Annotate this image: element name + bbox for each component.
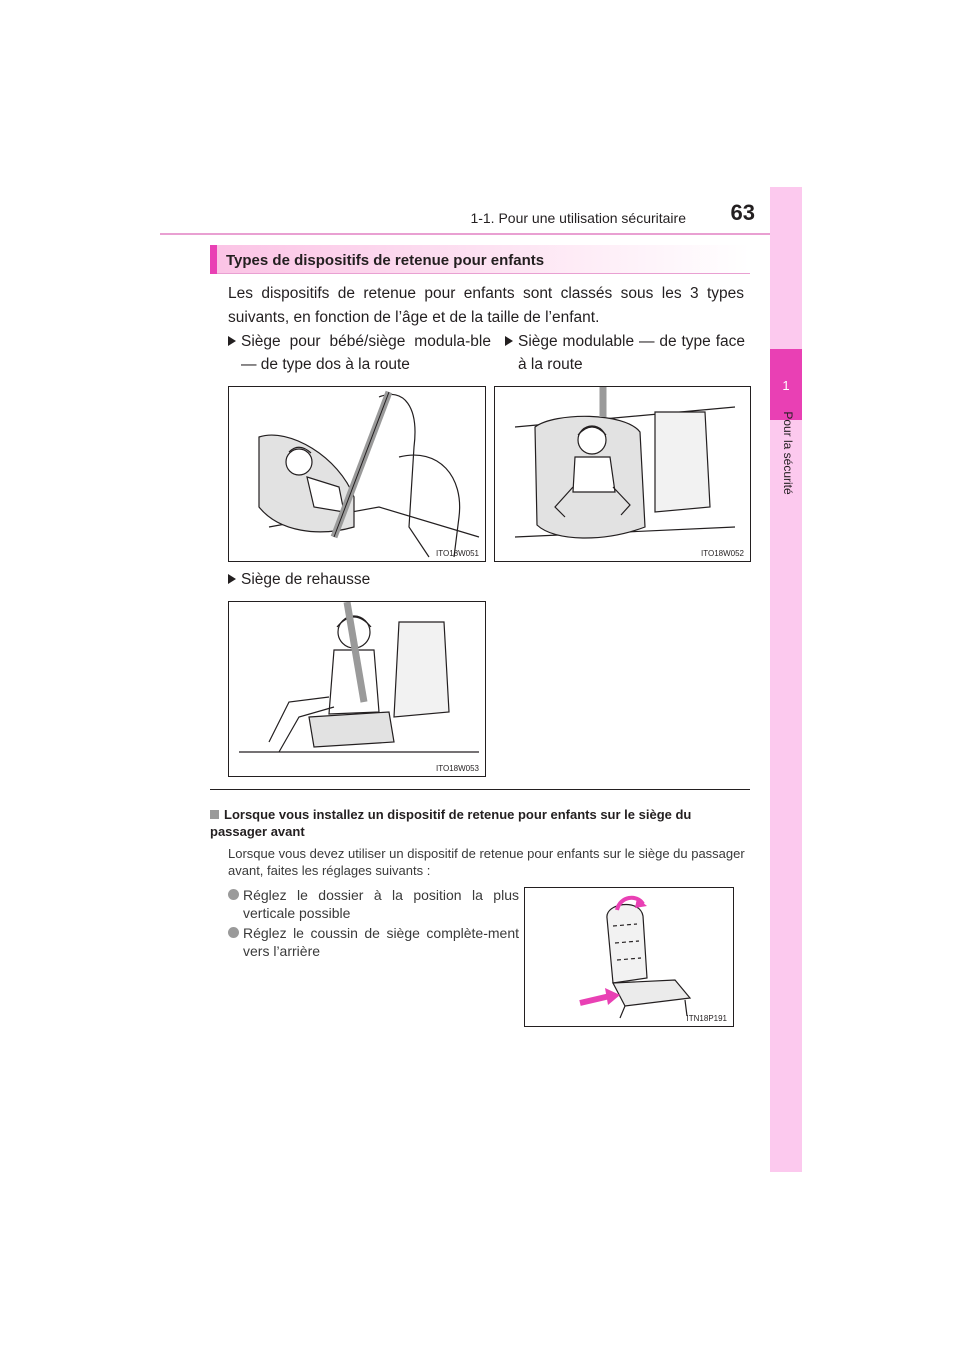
figure-code: ITO18W053	[436, 764, 479, 773]
figure-code: ITO18W052	[701, 549, 744, 558]
page-number: 63	[730, 200, 755, 225]
front-seat-note-title	[210, 806, 750, 840]
chapter-label: Pour la sécurité	[781, 411, 795, 495]
option-label: Siège modulable — de type face à la route	[518, 333, 745, 373]
section-separator	[210, 789, 750, 790]
arrow-bullet-icon	[228, 574, 236, 584]
option-label: Siège pour bébé/siège modula-ble — de type dos à la route	[241, 333, 491, 373]
square-bullet-icon	[210, 810, 219, 819]
front-seat-note-body: Lorsque vous devez utiliser un dispositif de retenue pour enfants sur le siège du passager avant, faites les réglages suivants :	[228, 846, 745, 878]
figure-code: ITN18P191	[686, 1014, 727, 1023]
arrow-bullet-icon	[228, 336, 236, 346]
section-title-accent	[210, 245, 217, 274]
booster-seat-illustration	[229, 602, 485, 776]
rear-facing-seat-illustration	[229, 387, 485, 561]
chapter-number: 1	[782, 378, 790, 393]
forward-facing-seat-illustration	[495, 387, 750, 561]
circle-bullet-icon	[228, 927, 239, 938]
circle-bullet-icon	[228, 889, 239, 900]
figure-front-seat-adjustment	[524, 887, 734, 1027]
note-title-text: Lorsque vous installez un dispositif de retenue pour enfants sur le siège du passager avant	[210, 807, 692, 839]
figure-rear-facing-seat	[228, 386, 486, 562]
header-rule	[160, 233, 800, 235]
front-seat-step	[228, 924, 520, 964]
intro-paragraph: Les dispositifs de retenue pour enfants sont classés sous les 3 types suivants, en fonction de l’âge et de la taille de l’enfant.	[228, 285, 744, 326]
option-booster-seat	[228, 568, 491, 592]
front-seat-step	[228, 886, 520, 926]
option-label: Siège de rehausse	[241, 571, 371, 588]
step-text: Réglez le coussin de siège complète-ment vers l’arrière	[243, 925, 519, 959]
option-forward-facing	[505, 330, 745, 378]
arrow-bullet-icon	[505, 336, 513, 346]
section-path: 1-1. Pour une utilisation sécuritaire	[470, 210, 686, 226]
figure-booster-seat	[228, 601, 486, 777]
figure-forward-facing-seat	[494, 386, 751, 562]
figure-code: ITO18W051	[436, 549, 479, 558]
section-title: Types de dispositifs de retenue pour enfants	[226, 252, 545, 269]
chapter-side-tab	[770, 187, 802, 1172]
front-seat-adjustment-illustration	[525, 888, 733, 1026]
step-text: Réglez le dossier à la position la plus verticale possible	[243, 887, 519, 921]
option-rear-facing	[228, 330, 491, 378]
